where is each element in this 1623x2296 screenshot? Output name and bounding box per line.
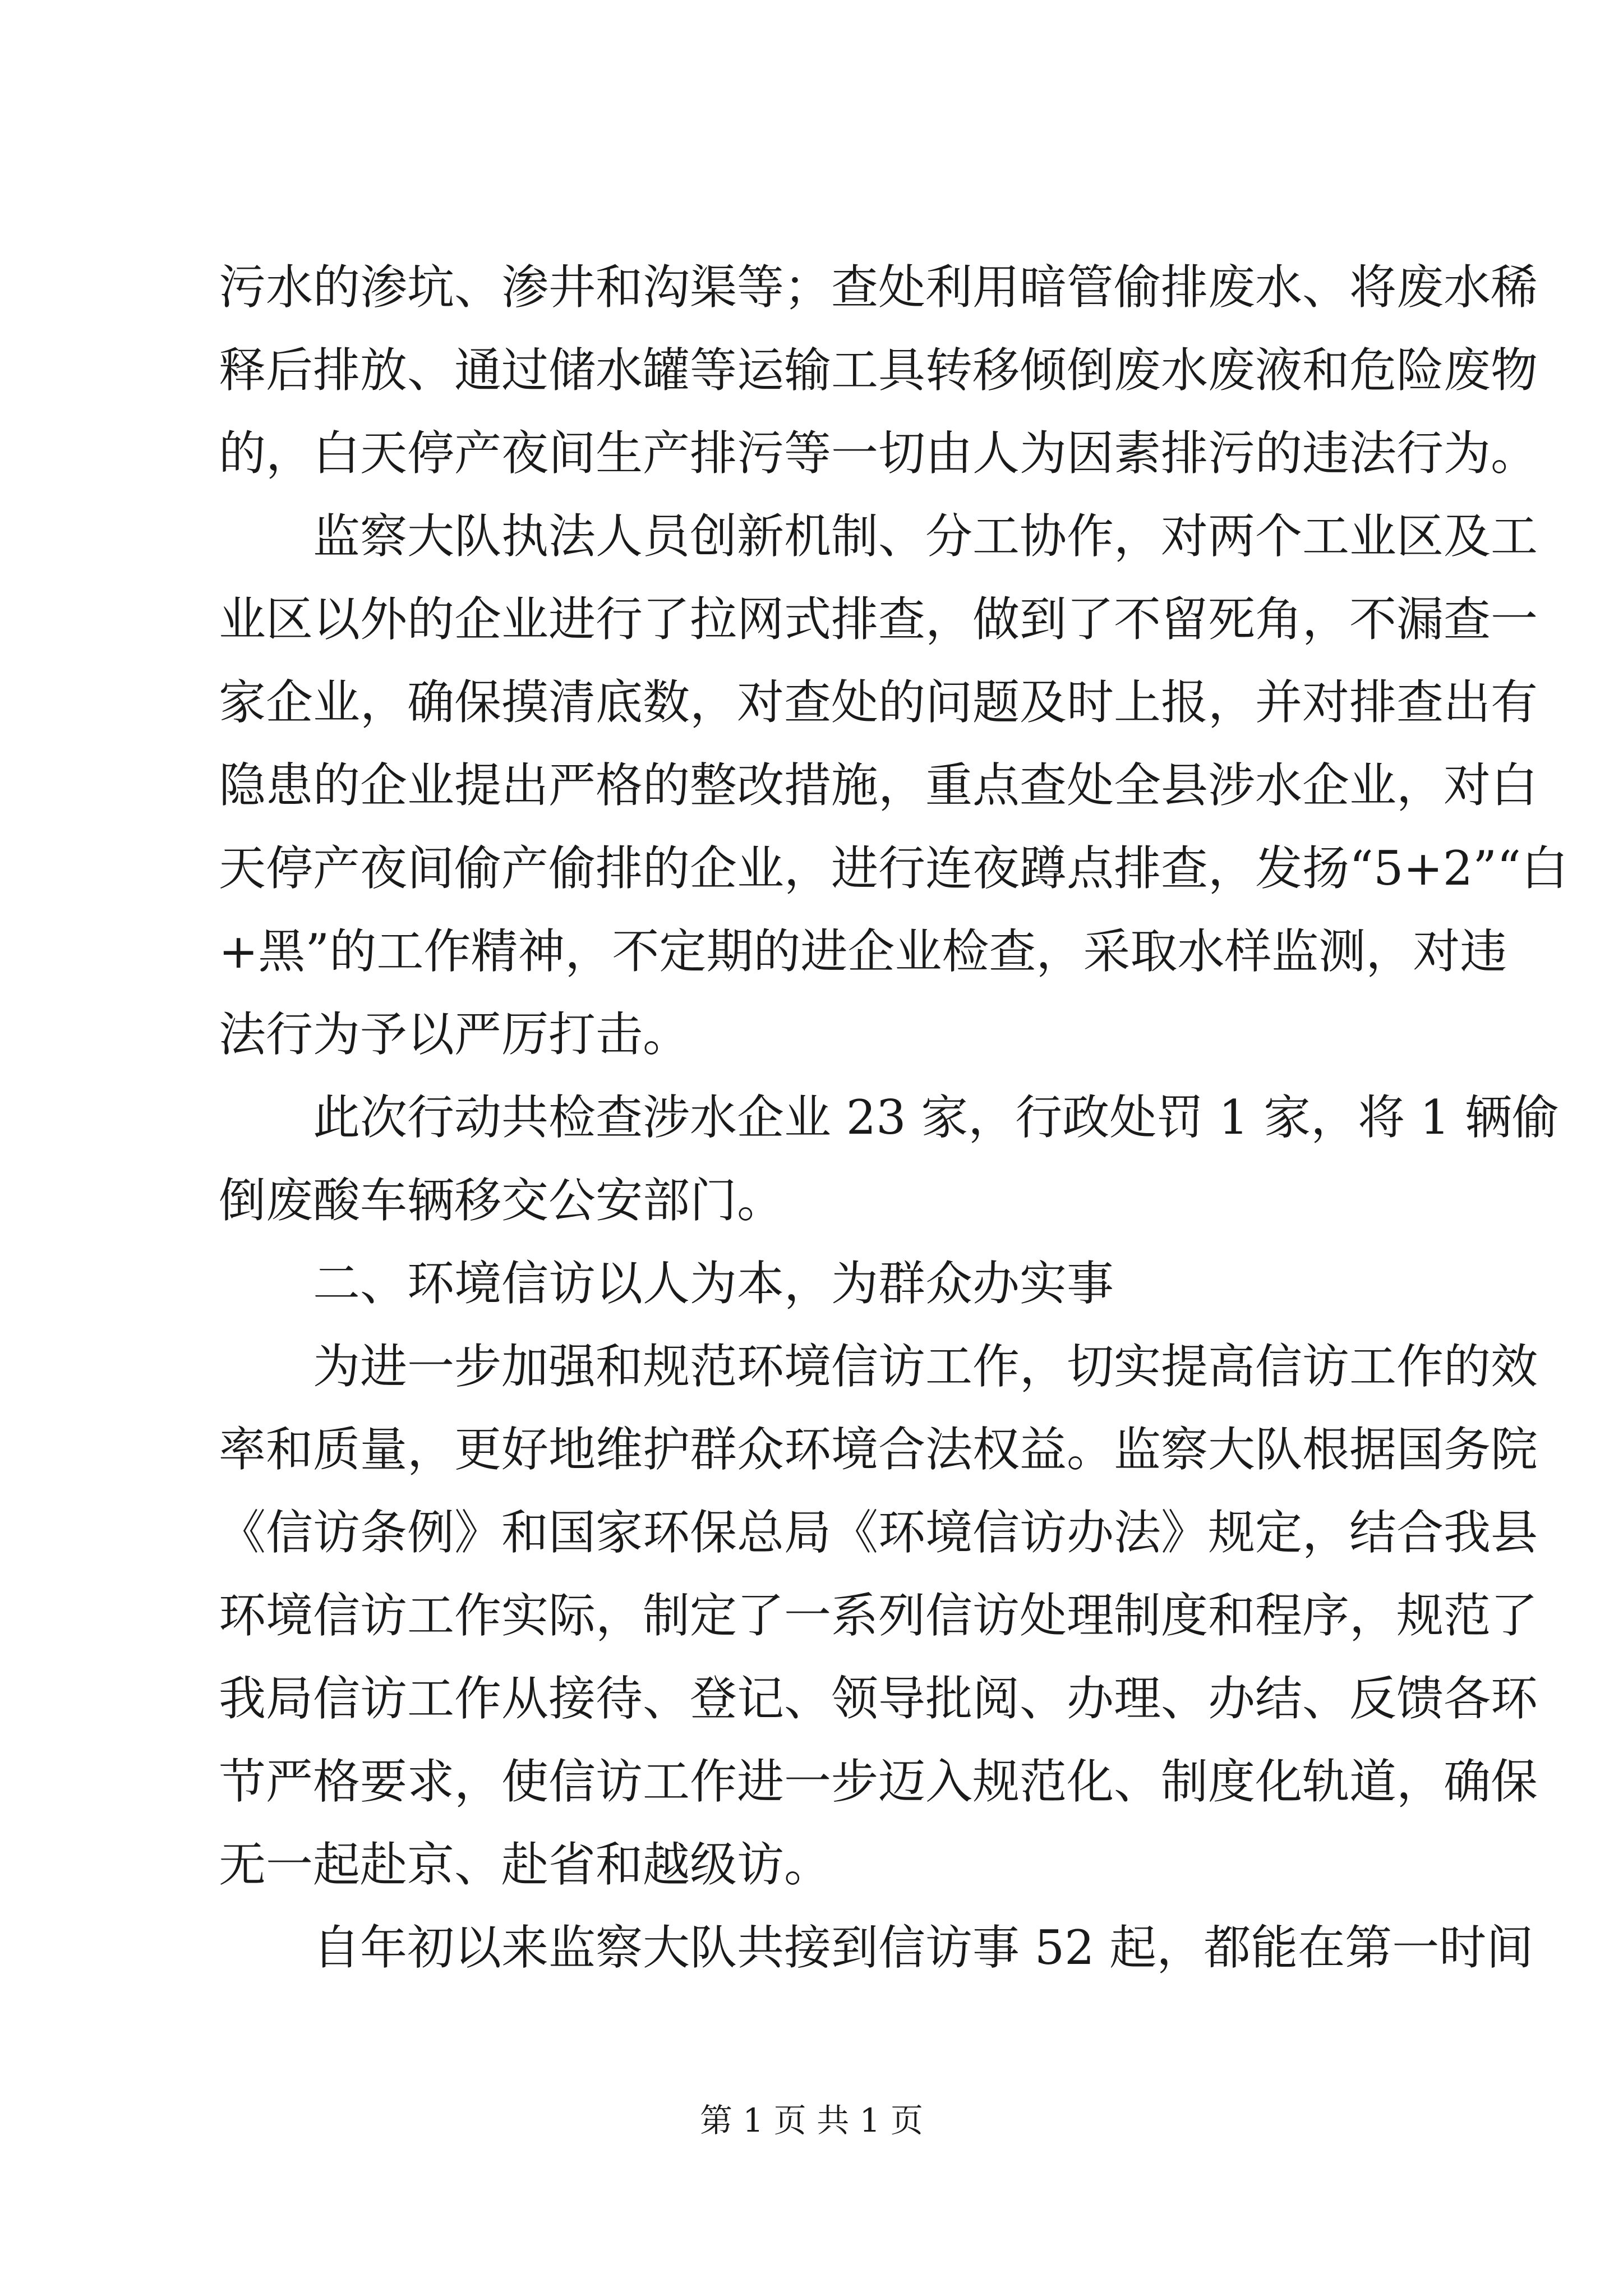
body-line: 我局信访工作从接待、登记、领导批阅、办理、办结、反馈各环 xyxy=(219,1671,1538,1726)
body-line: 天停产夜间偷产偷排的企业，进行连夜蹲点排查，发扬“5+2”“白 xyxy=(219,841,1569,896)
body-line: 自年初以来监察大队共接到信访事 52 起，都能在第一时间 xyxy=(219,1920,1534,1975)
body-line: 业区以外的企业进行了拉网式排查，做到了不留死角，不漏查一 xyxy=(219,592,1538,647)
body-line: 监察大队执法人员创新机制、分工协作，对两个工业区及工 xyxy=(219,509,1538,564)
body-line: 家企业，确保摸清底数，对查处的问题及时上报，并对排查出有 xyxy=(219,675,1538,730)
body-line: 污水的渗坑、渗井和沟渠等；查处利用暗管偷排废水、将废水稀 xyxy=(219,260,1538,315)
body-line: 法行为予以严厉打击。 xyxy=(219,1007,690,1062)
body-line: 节严格要求，使信访工作进一步迈入规范化、制度化轨道，确保 xyxy=(219,1754,1538,1809)
body-line: 隐患的企业提出严格的整改措施，重点查处全县涉水企业，对白 xyxy=(219,758,1538,813)
body-line: 环境信访工作实际，制定了一系列信访处理制度和程序，规范了 xyxy=(219,1588,1538,1643)
body-line: 率和质量，更好地维护群众环境合法权益。监察大队根据国务院 xyxy=(219,1422,1538,1477)
section-heading: 二、环境信访以人为本，为群众办实事 xyxy=(219,1256,1114,1311)
body-line: 此次行动共检查涉水企业 23 家，行政处罚 1 家，将 1 辆偷 xyxy=(219,1090,1559,1145)
body-line: +黑”的工作精神，不定期的进企业检查，采取水样监测，对违 xyxy=(219,924,1507,979)
body-line: 释后排放、通过储水罐等运输工具转移倾倒废水废液和危险废物 xyxy=(219,343,1538,398)
page-number-footer: 第 1 页 共 1 页 xyxy=(700,2101,923,2139)
body-line: 倒废酸车辆移交公安部门。 xyxy=(219,1173,785,1228)
body-line: 的，白天停产夜间生产排污等一切由人为因素排污的违法行为。 xyxy=(219,426,1538,481)
body-line: 《信访条例》和国家环保总局《环境信访办法》规定，结合我县 xyxy=(219,1505,1538,1560)
body-line: 无一起赴京、赴省和越级访。 xyxy=(219,1837,832,1892)
body-line: 为进一步加强和规范环境信访工作，切实提高信访工作的效 xyxy=(219,1339,1538,1394)
